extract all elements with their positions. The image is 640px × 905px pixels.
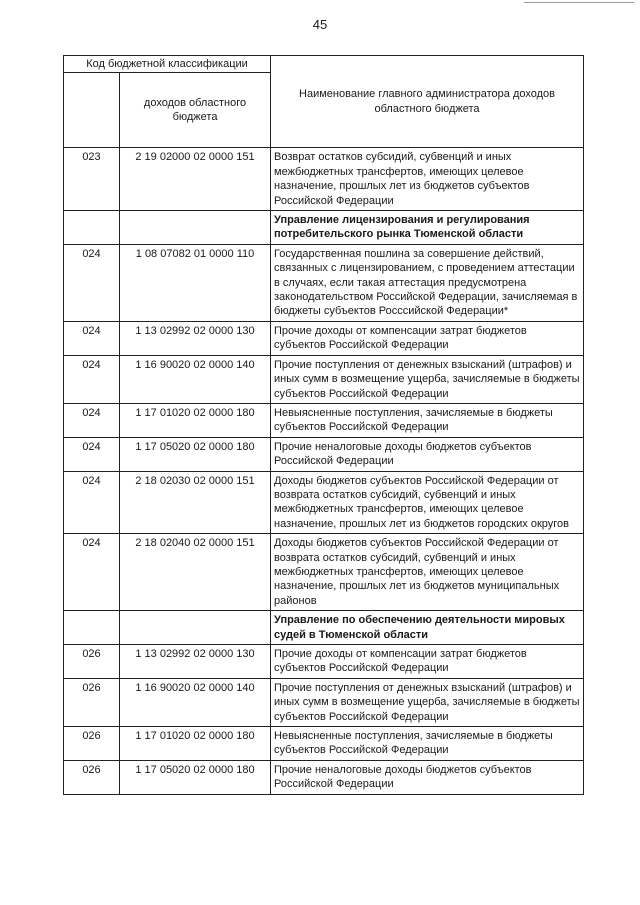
name-cell: Прочие поступления от денежных взысканий (штрафов) и иных сумм в возмещение ущерба, зачисляемые в бюджеты субъектов Российской Федерации bbox=[271, 355, 584, 403]
table-row bbox=[64, 244, 584, 321]
section-row bbox=[64, 611, 584, 645]
table-row bbox=[64, 678, 584, 726]
income-code-cell: 1 16 90020 02 0000 140 bbox=[120, 678, 271, 726]
name-cell: Возврат остатков субсидий, субвенций и иных межбюджетных трансфертов, имеющих целевое назначение, прошлых лет из бюджетов субъектов Российской Федерации bbox=[271, 148, 584, 211]
income-code-cell: 2 18 02040 02 0000 151 bbox=[120, 534, 271, 611]
table-row bbox=[64, 403, 584, 437]
admin-code-cell: 026 bbox=[64, 727, 120, 761]
name-cell: Государственная пошлина за совершение действий, связанных с лицензированием, с проведением аттестации в случаях, если такая аттестация предусмотрена законодательством Российской Федерации, зачисляемая в бюджеты субъектов Росссийской Федерации* bbox=[271, 244, 584, 321]
income-code-cell: 1 08 07082 01 0000 110 bbox=[120, 244, 271, 321]
admin-code-cell bbox=[64, 611, 120, 645]
table-row bbox=[64, 355, 584, 403]
header-group-label: Код бюджетной классификации bbox=[64, 56, 271, 73]
income-code-cell: 1 17 01020 02 0000 180 bbox=[120, 727, 271, 761]
table-row bbox=[64, 645, 584, 679]
table-row bbox=[64, 534, 584, 611]
name-cell: Доходы бюджетов субъектов Российской Федерации от возврата остатков субсидий, субвенций и иных межбюджетных трансфертов, имеющих целевое назначение, прошлых лет из бюджетов муниципальных районов bbox=[271, 534, 584, 611]
admin-code-cell bbox=[64, 211, 120, 245]
section-title-cell: Управление по обеспечению деятельности мировых судей в Тюменской области bbox=[271, 611, 584, 645]
name-cell: Доходы бюджетов субъектов Российской Федерации от возврата остатков субсидий, субвенций и иных межбюджетных трансфертов, имеющих целевое назначение, прошлых лет из бюджетов городских округов bbox=[271, 471, 584, 534]
name-cell: Прочие доходы от компенсации затрат бюджетов субъектов Российской Федерации bbox=[271, 321, 584, 355]
income-code-cell bbox=[120, 611, 271, 645]
name-cell: Прочие поступления от денежных взысканий (штрафов) и иных сумм в возмещение ущерба, зачисляемые в бюджеты субъектов Российской Федерации bbox=[271, 678, 584, 726]
name-cell: Прочие доходы от компенсации затрат бюджетов субъектов Российской Федерации bbox=[271, 645, 584, 679]
income-code-cell: 1 17 05020 02 0000 180 bbox=[120, 760, 271, 794]
income-code-cell bbox=[120, 211, 271, 245]
corner-mark bbox=[524, 2, 634, 3]
admin-code-cell: 024 bbox=[64, 437, 120, 471]
section-row bbox=[64, 211, 584, 245]
section-title-cell: Управление лицензирования и регулирования потребительского рынка Тюменской области bbox=[271, 211, 584, 245]
admin-code-cell: 024 bbox=[64, 403, 120, 437]
income-code-cell: 1 17 01020 02 0000 180 bbox=[120, 403, 271, 437]
table-row bbox=[64, 321, 584, 355]
admin-code-cell: 026 bbox=[64, 760, 120, 794]
income-code-cell: 2 18 02030 02 0000 151 bbox=[120, 471, 271, 534]
header-admin-label bbox=[64, 73, 120, 148]
name-cell: Прочие неналоговые доходы бюджетов субъектов Российской Федерации bbox=[271, 760, 584, 794]
admin-code-cell: 023 bbox=[64, 148, 120, 211]
name-cell: Прочие неналоговые доходы бюджетов субъектов Российской Федерации bbox=[271, 437, 584, 471]
admin-code-cell: 024 bbox=[64, 244, 120, 321]
income-code-cell: 1 16 90020 02 0000 140 bbox=[120, 355, 271, 403]
name-cell: Невыясненные поступления, зачисляемые в бюджеты субъектов Российской Федерации bbox=[271, 727, 584, 761]
admin-code-cell: 026 bbox=[64, 645, 120, 679]
admin-code-cell: 024 bbox=[64, 355, 120, 403]
header-name-label: Наименование главного администратора доходов областного бюджета bbox=[271, 56, 584, 148]
admin-code-cell: 024 bbox=[64, 321, 120, 355]
income-code-cell: 1 13 02992 02 0000 130 bbox=[120, 645, 271, 679]
admin-code-cell: 024 bbox=[64, 534, 120, 611]
admin-code-cell: 024 bbox=[64, 471, 120, 534]
budget-classification-table bbox=[63, 55, 584, 795]
income-code-cell: 2 19 02000 02 0000 151 bbox=[120, 148, 271, 211]
table-row bbox=[64, 437, 584, 471]
table-row bbox=[64, 727, 584, 761]
income-code-cell: 1 13 02992 02 0000 130 bbox=[120, 321, 271, 355]
table-row bbox=[64, 471, 584, 534]
table-row bbox=[64, 148, 584, 211]
table-body bbox=[64, 148, 584, 794]
header-code-label: доходов областного бюджета bbox=[120, 73, 271, 148]
admin-code-cell: 026 bbox=[64, 678, 120, 726]
table-row bbox=[64, 760, 584, 794]
page-number: 45 bbox=[312, 17, 328, 32]
name-cell: Невыясненные поступления, зачисляемые в бюджеты субъектов Российской Федерации bbox=[271, 403, 584, 437]
income-code-cell: 1 17 05020 02 0000 180 bbox=[120, 437, 271, 471]
